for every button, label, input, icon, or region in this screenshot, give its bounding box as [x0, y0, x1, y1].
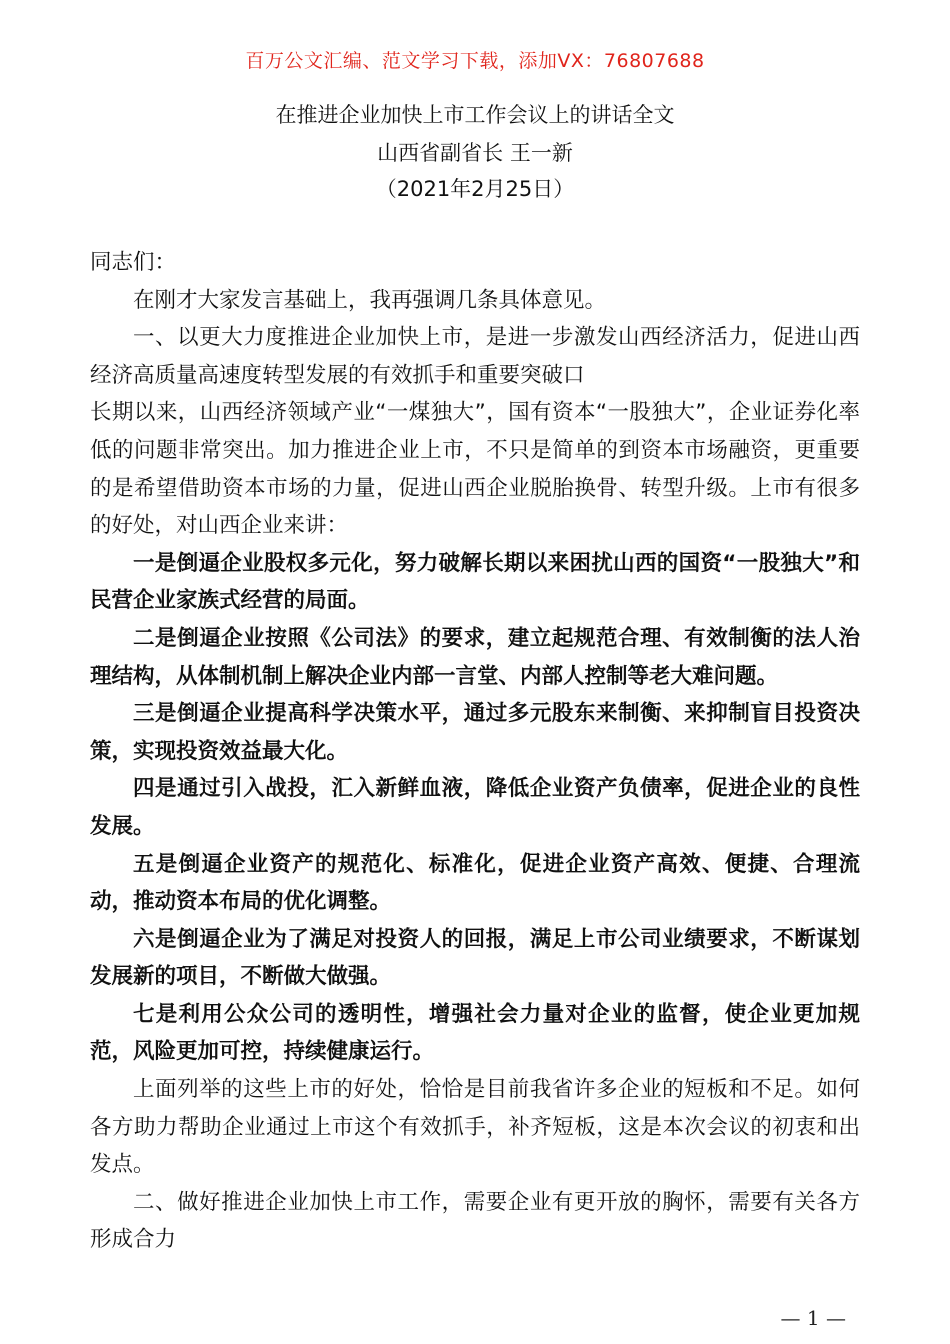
page-number: — 1 — [780, 1306, 846, 1330]
benefit-item-4: 四是通过引入战投，汇入新鲜血液，降低企业资产负债率，促进企业的良性发展。 [90, 776, 860, 839]
benefit-item-2: 二是倒逼企业按照《公司法》的要求，建立起规范合理、有效制衡的法人治理结构，从体制机制上解决企业内部一言堂、内部人控制等老大难问题。 [90, 625, 860, 689]
body-paragraph-intro: 在刚才大家发言基础上，我再强调几条具体意见。 [133, 287, 607, 313]
document-title: 在推进企业加快上市工作会议上的讲话全文 [275, 103, 675, 127]
speaker-line: 山西省副省长 王一新 [377, 141, 573, 165]
watermark-banner: 百万公文汇编、范文学习下载，添加VX：76807688 [245, 50, 705, 72]
body-paragraph-summary: 上面列举的这些上市的好处，恰恰是目前我省许多企业的短板和不足。如何各方助力帮助企业通过上市这个有效抓手，补齐短板，这是本次会议的初衷和出发点。 [90, 1077, 860, 1178]
speech-date: （2021年2月25日） [375, 177, 575, 201]
section-heading-2: 二、做好推进企业加快上市工作，需要企业有更开放的胸怀，需要有关各方形成合力 [90, 1189, 860, 1253]
benefit-item-1: 一是倒逼企业股权多元化，努力破解长期以来困扰山西的国资“一股独大”和民营企业家族式经营的局面。 [90, 550, 860, 614]
body-paragraph-background: 长期以来，山西经济领域产业“一煤独大”，国有资本“一股独大”，企业证券化率低的问题非常突出。加力推进企业上市，不只是简单的到资本市场融资，更重要的是希望借助资本市场的力量，促进山西企业脱胎换骨、转型升级。上市有很多的好处，对山西企业来讲： [90, 400, 860, 539]
salutation: 同志们： [90, 250, 177, 275]
benefit-item-6: 六是倒逼企业为了满足对投资人的回报，满足上市公司业绩要求，不断谋划发展新的项目，不断做大做强。 [90, 926, 860, 990]
speech-body [90, 244, 860, 1259]
benefit-item-5: 五是倒逼企业资产的规范化、标准化，促进企业资产高效、便捷、合理流动，推动资本布局的优化调整。 [90, 851, 860, 915]
section-heading-1: 一、以更大力度推进企业加快上市，是进一步激发山西经济活力，促进山西经济高质量高速度转型发展的有效抓手和重要突破口 [90, 325, 860, 388]
benefit-item-7: 七是利用公众公司的透明性，增强社会力量对企业的监督，使企业更加规范，风险更加可控，持续健康运行。 [90, 1001, 860, 1065]
benefit-item-3: 三是倒逼企业提高科学决策水平，通过多元股东来制衡、来抑制盲目投资决策，实现投资效益最大化。 [90, 701, 860, 764]
